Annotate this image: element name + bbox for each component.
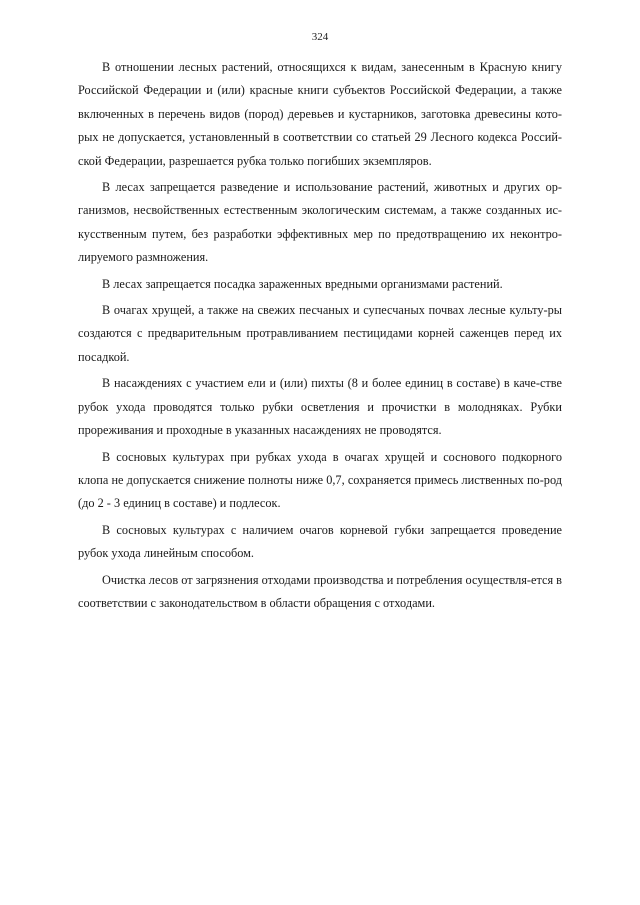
paragraph-chafer-foci: В очагах хрущей, а также на свежих песчаных и супесчаных почвах лесные культу-ры создаются с предварительным протравливанием пестицидами корней саженцев перед их посадкой. (78, 303, 562, 364)
paragraph-red-book-plants: В отношении лесных растений, относящихся к видам, занесенным в Красную книгу Российской Федерации и (или) красные книги субъектов Российской Федерации, а также включенных в перечень видов (пород) деревьев и кустарников, заготовка древесины кото-рых не допускается, установленный в соответствии со статьей 29 Лесного кодекса Россий-ской Федерации, разрешается рубка только погибших экземпляров. (78, 60, 562, 168)
paragraph-waste-cleaning: Очистка лесов от загрязнения отходами производства и потребления осуществля-ется в соответствии с законодательством в области обращения с отходами. (78, 572, 562, 610)
paragraph-root-fungus: В сосновых культурах с наличием очагов корневой губки запрещается проведение рубок ухода линейным способом. (78, 522, 562, 561)
paragraph-pine-cultures-thinning: В сосновых культурах при рубках ухода в очагах хрущей и соснового подкорного клопа не допускается снижение полноты ниже 0,7, сохраняется примесь лиственных по-род (до 2 - 3 единиц в составе) и подлесок. (78, 449, 562, 511)
page-content (78, 56, 562, 618)
paragraph-spruce-fir-stands: В насаждениях с участием ели и (или) пихты (8 и более единиц в составе) в каче-стве рубок ухода проводятся только рубки осветления и прочистки в молодняках. Рубки прореживания и проходные в указанных насаждениях не проводятся. (78, 376, 562, 438)
page-number: 324 (311, 31, 329, 43)
paragraph-non-native-organisms: В лесах запрещается разведение и использование растений, животных и других ор-ганизмов, несвойственных естественным экологическим системам, а также созданных ис-кусственным путем, без разработки эффективных мер по предотвращению их неконтро-лируемого размножения. (78, 180, 562, 265)
paragraph-infected-plants: В лесах запрещается посадка зараженных вредными организмами растений. (102, 276, 503, 291)
